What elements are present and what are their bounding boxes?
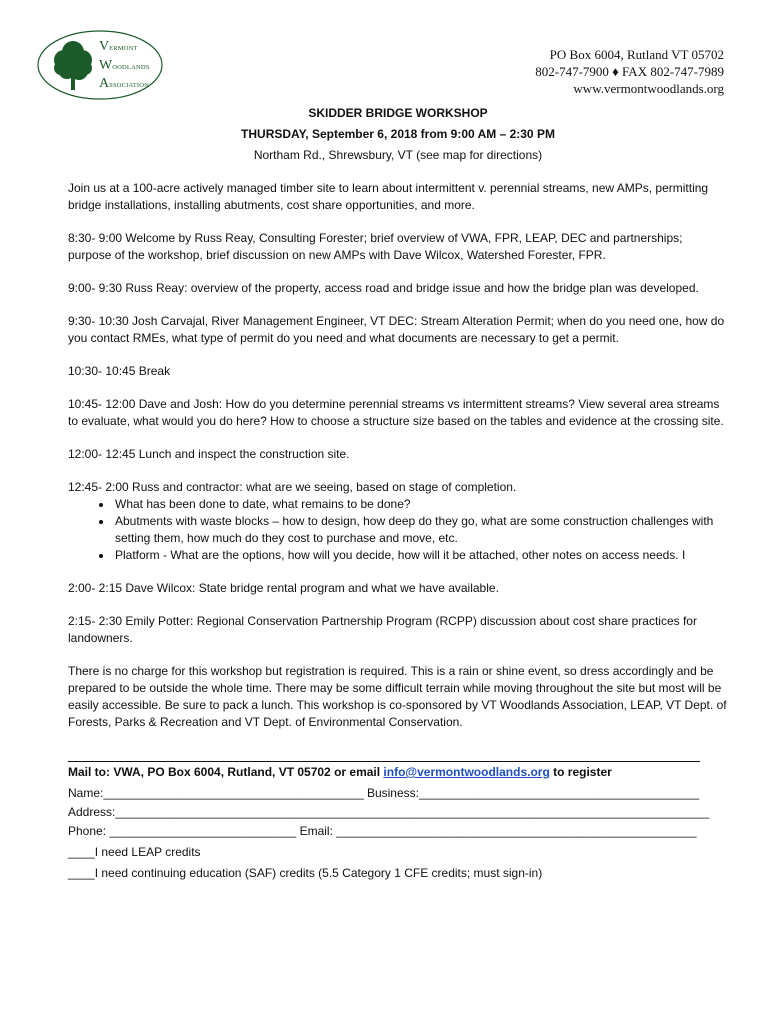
agenda-bullet-list bbox=[68, 496, 728, 564]
ce-credits-option[interactable]: ____I need continuing education (SAF) credits (5.5 Category 1 CFE credits; must sign-in) bbox=[68, 866, 543, 880]
agenda-item: 2:15- 2:30 Emily Potter: Regional Conservation Partnership Program (RCPP) discussion about cost share practices for landowners. bbox=[68, 614, 697, 645]
agenda-item: 10:30- 10:45 Break bbox=[68, 364, 171, 378]
address-phone-fax: 802-747-7900 ♦ FAX 802-747-7989 bbox=[535, 64, 724, 79]
address-website: www.vermontwoodlands.org bbox=[573, 81, 724, 96]
agenda-item: 10:45- 12:00 Dave and Josh: How do you determine perennial streams vs intermittent streams? View several area streams to evaluate, what would you do here? How to choose a structure size based on the tables and evidence at the crossing site. bbox=[68, 397, 724, 428]
workshop-title: SKIDDER BRIDGE WORKSHOP bbox=[308, 106, 488, 120]
agenda-item: 2:00- 2:15 Dave Wilcox: State bridge rental program and what we have available. bbox=[68, 581, 499, 595]
address-po-box: PO Box 6004, Rutland VT 05702 bbox=[549, 47, 724, 62]
logo-line-1: VERMONT bbox=[99, 39, 138, 54]
phone-email-field[interactable]: Phone: ____________________________ Email: ______________________________________________________ bbox=[68, 824, 697, 838]
agenda-bullet: • Platform - What are the options, how will you decide, how will it be attached, other notes on access needs. I bbox=[113, 547, 728, 564]
workshop-date: THURSDAY, September 6, 2018 from 9:00 AM – 2:30 PM bbox=[241, 127, 555, 141]
agenda-bullet: • Abutments with waste blocks – how to design, how deep do they go, what are some construction challenges with setting them, how much do they cost to purchase and move, etc. bbox=[113, 513, 728, 547]
workshop-location: Northam Rd., Shrewsbury, VT (see map for directions) bbox=[253, 148, 543, 162]
agenda-bullet: • What has been done to date, what remains to be done? bbox=[113, 496, 728, 513]
vwa-logo bbox=[37, 30, 163, 100]
agenda-item: 12:00- 12:45 Lunch and inspect the construction site. bbox=[68, 447, 350, 461]
address-field[interactable]: Address:_________________________________________________________________________________________ bbox=[68, 805, 710, 819]
agenda-item: 8:30- 9:00 Welcome by Russ Reay, Consulting Forester; brief overview of VWA, FPR, LEAP, DEC and partnerships; purpose of the workshop, brief discussion on new AMPs with Dave Wilcox, Watershed Forester, FPR. bbox=[68, 231, 683, 262]
closing-paragraph: There is no charge for this workshop but registration is required. This is a rain or shine event, so dress accordingly and be prepared to be outside the whole time. There may be some difficult terrain while moving throughout the site but most will be easily accessible. Be sure to pack a lunch. This workshop is co-sponsored by VT Woodlands Association, LEAP, VT Dept. of Forests, Parks & Recreation and VT Dept. of Environmental Conservation. bbox=[68, 664, 727, 729]
mail-to-line: Mail to: VWA, PO Box 6004, Rutland, VT 05702 or email info@vermontwoodlands.org to register bbox=[68, 765, 612, 779]
leap-credits-option[interactable]: ____I need LEAP credits bbox=[68, 845, 201, 859]
agenda-item: 9:30- 10:30 Josh Carvajal, River Management Engineer, VT DEC: Stream Alteration Permit; when do you need one, how do you contact RMEs, what type of permit do you need and what documents are necessary to get a permit. bbox=[68, 314, 725, 345]
intro-paragraph: Join us at a 100-acre actively managed timber site to learn about intermittent v. perennial streams, new AMPs, permitting bridge installations, installing abutments, cost share opportunities, and more. bbox=[68, 181, 709, 212]
logo-line-3: ASSOCIATION bbox=[99, 76, 150, 91]
name-business-field[interactable]: Name:_______________________________________ Business:__________________________________________ bbox=[68, 786, 700, 800]
divider-line bbox=[68, 747, 700, 762]
address-block bbox=[535, 46, 724, 97]
logo-line-2: WOODLANDS bbox=[99, 58, 150, 73]
agenda-item: 9:00- 9:30 Russ Reay: overview of the property, access road and bridge issue and how the bridge plan was developed. bbox=[68, 281, 699, 295]
document-body bbox=[68, 105, 728, 882]
email-link[interactable]: info@vermontwoodlands.org bbox=[383, 765, 550, 779]
agenda-item: 12:45- 2:00 Russ and contractor: what are we seeing, based on stage of completion. bbox=[68, 480, 517, 494]
